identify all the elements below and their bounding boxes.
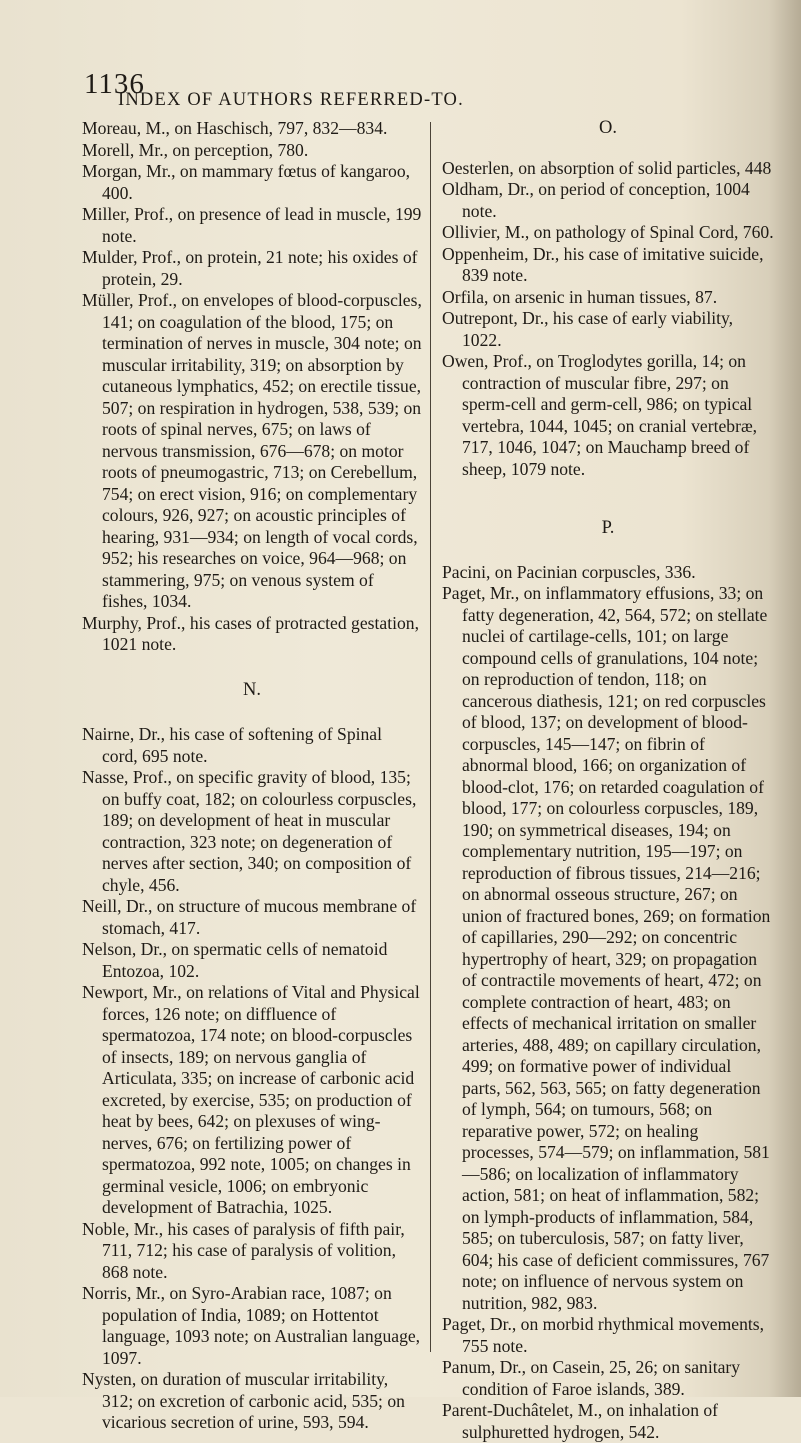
index-entry: Norris, Mr., on Syro-Arabian race, 1087; on population of India, 1089; on Hottentot language, 1093 note; on Australian language, 1097. [82,1283,421,1368]
index-entry: Oesterlen, on absorption of solid particles, 448 [442,157,772,178]
index-entry: Parent-Duchâtelet, M., on inhalation of sulphuretted hydrogen, 542. [442,1400,719,1442]
index-entry: Ollivier, M., on pathology of Spinal Cord, 760. [442,222,774,242]
index-entry: Newport, Mr., on relations of Vital and Physical forces, 126 note; on diffluence of spermatozoa, 174 note; on blood-corpuscles of insects, 189; on nervous ganglia of Articulata, 335; on increase of carbonic acid excreted, by exercise, 535; on production of heat by bees, 642; on plexuses of wing-nerves, 676; on fertilizing power of spermatozoa, 992 note, 1005; on changes in germinal vesicle, 1006; on embryonic development of Batrachia, 1025. [82,982,420,1217]
index-column-left [82,118,422,1434]
index-entry: Müller, Prof., on envelopes of blood-corpuscles, 141; on coagulation of the blood, 175; on termination of nerves in muscle, 304 note; on muscular irritability, 319; on absorption by cutaneous lymphatics, 452; on erectile tissue, 507; on respiration in hydrogen, 538, 539; on roots of spinal nerves, 675; on laws of nervous transmission, 676—678; on motor roots of pneumogastric, 713; on Cerebellum, 754; on erect vision, 916; on complementary colours, 926, 927; on acoustic principles of hearing, 931—934; on length of vocal cords, 952; his researches on voice, 964—968; on stammering, 975; on venous system of fishes, 1034. [82,290,422,611]
index-entry: Oldham, Dr., on period of conception, 1004 note. [442,179,750,221]
index-entry: Nasse, Prof., on specific gravity of blood, 135; on buffy coat, 182; on colourless corpuscles, 189; on development of heat in muscular contraction, 323 note; on degeneration of nerves after section, 340; on composition of chyle, 456. [82,767,417,895]
index-entry: Murphy, Prof., his cases of protracted gestation, 1021 note. [82,612,419,654]
index-entry: Noble, Mr., his cases of paralysis of fifth pair, 711, 712; his case of paralysis of volition, 868 note. [82,1218,405,1282]
running-title: INDEX OF AUTHORS REFERRED-TO. [118,90,464,110]
index-column-right [442,118,774,1443]
section-letter-n: N. [243,679,261,700]
index-entry: Mulder, Prof., on protein, 21 note; his oxides of protein, 29. [82,247,418,289]
index-entry: Nelson, Dr., on spermatic cells of nematoid Entozoa, 102. [82,939,388,981]
index-entry: Nysten, on duration of muscular irritability, 312; on excretion of carbonic acid, 535; on vicarious secretion of urine, 593, 594. [82,1369,405,1432]
index-entry: Paget, Mr., on inflammatory effusions, 33; on fatty degeneration, 42, 564, 572; on stellate nuclei of cartilage-cells, 101; on large compound cells of granulations, 104 note; on reproduction of tendon, 118; on cancerous diathesis, 121; on red corpuscles of blood, 137; on development of blood-corpuscles, 145—147; on fibrin of abnormal blood, 166; on organization of blood-clot, 176; on retarded coagulation of blood, 177; on colourless corpuscles, 189, 190; on symmetrical diseases, 194; on complementary nutrition, 195—197; on reproduction of fibrous tissues, 214—216; on abnormal osseous structure, 267; on union of fractured bones, 269; on formation of capillaries, 290—292; on concentric hypertrophy of heart, 329; on propagation of contractile movements of heart, 472; on complete contraction of heart, 483; on effects of mechanical irritation on smaller arteries, 488, 489; on capillary circulation, 499; on formative power of individual parts, 562, 563, 565; on fatty degeneration of lymph, 564; on tumours, 568; on reparative power, 572; on healing processes, 574—579; on inflammation, 581—586; on localization of inflammatory action, 581; on heat of inflammation, 582; on lymph-products of inflammation, 584, 585; on tuberculosis, 587; on fatty liver, 604; his case of deficient commissures, 767 note; on influence of nervous system on nutrition, 982, 983. [442,583,771,1313]
index-entry: Orfila, on arsenic in human tissues, 87. [442,286,718,307]
index-entry: Owen, Prof., on Troglodytes gorilla, 14; on contraction of muscular fibre, 297; on sperm-cell and germ-cell, 986; on typical vertebra, 1044, 1045; on cranial vertebræ, 717, 1046, 1047; on Mauchamp breed of sheep, 1079 note. [442,351,758,479]
index-entry: Morell, Mr., on perception, 780. [82,139,309,160]
column-divider [430,122,431,1352]
index-entry: Pacini, on Pacinian corpuscles, 336. [442,561,696,582]
index-entry: Miller, Prof., on presence of lead in muscle, 199 note. [82,204,422,246]
section-letter-o: O. [599,118,617,138]
index-entry: Paget, Dr., on morbid rhythmical movements, 755 note. [442,1314,765,1356]
index-entry: Morgan, Mr., on mammary fœtus of kangaroo, 400. [82,161,411,203]
index-entry: Outrepont, Dr., his case of early viability, 1022. [442,308,734,350]
index-entry: Oppenheim, Dr., his case of imitative suicide, 839 note. [442,243,764,285]
index-entry: Nairne, Dr., his case of softening of Spinal cord, 695 note. [82,724,383,766]
index-entry: Neill, Dr., on structure of mucous membrane of stomach, 417. [82,896,417,938]
section-letter-p: P. [601,518,615,538]
index-entry: Panum, Dr., on Casein, 25, 26; on sanitary condition of Faroe islands, 389. [442,1357,741,1399]
page-number: 1136 [84,68,145,100]
index-entry: Moreau, M., on Haschisch, 797, 832—834. [82,118,388,138]
